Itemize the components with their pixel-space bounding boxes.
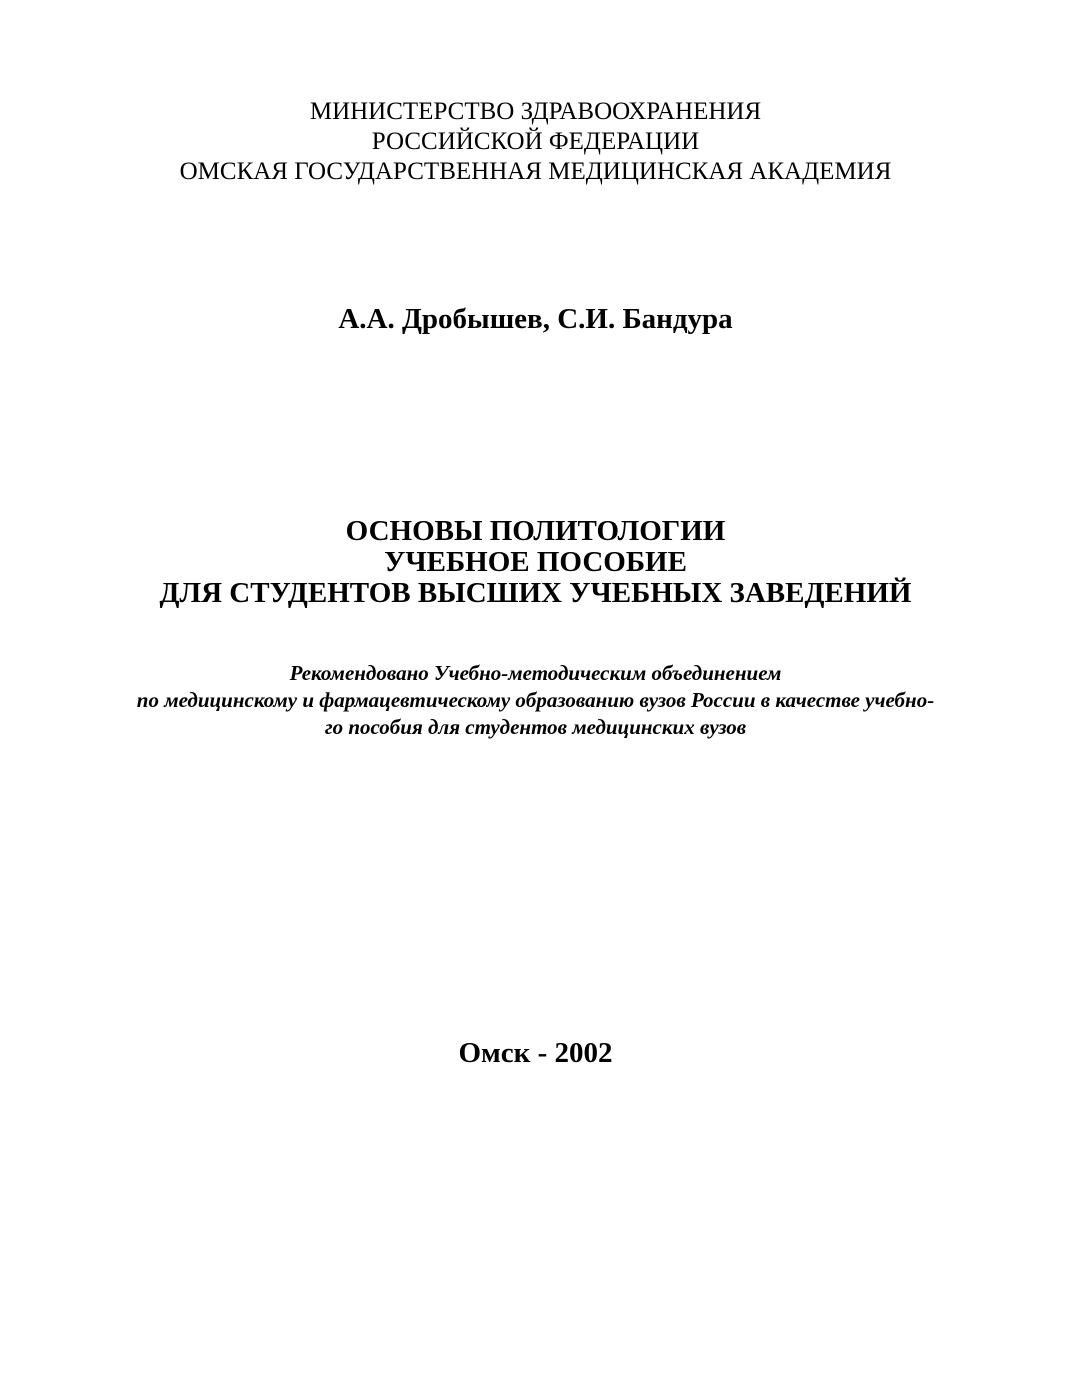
title-line-audience: ДЛЯ СТУДЕНТОВ ВЫСШИХ УЧЕБНЫХ ЗАВЕДЕНИЙ — [159, 577, 912, 609]
institution-line-academy: ОМСКАЯ ГОСУДАРСТВЕННАЯ МЕДИЦИНСКАЯ АКАДЕМИЯ — [179, 158, 892, 185]
institution-line-federation: РОССИЙСКОЙ ФЕДЕРАЦИИ — [371, 128, 700, 155]
title-line-main: ОСНОВЫ ПОЛИТОЛОГИИ — [345, 515, 726, 547]
recommendation-line-1: Рекомендовано Учебно-методическим объединением — [289, 661, 782, 685]
recommendation-note — [0, 660, 1071, 741]
institution-header — [0, 97, 1071, 187]
institution-line-ministry: МИНИСТЕРСТВО ЗДРАВООХРАНЕНИЯ — [309, 98, 762, 125]
book-title — [0, 516, 1071, 609]
recommendation-line-2: по медицинскому и фармацевтическому образованию вузов России в качестве учебно- — [136, 688, 935, 712]
authors: А.А. Дробышев, С.И. Бандура — [338, 303, 733, 335]
recommendation-line-3: го пособия для студентов медицинских вузов — [324, 715, 747, 739]
title-line-type: УЧЕБНОЕ ПОСОБИЕ — [384, 546, 687, 578]
city-year: Омск - 2002 — [458, 1037, 613, 1069]
